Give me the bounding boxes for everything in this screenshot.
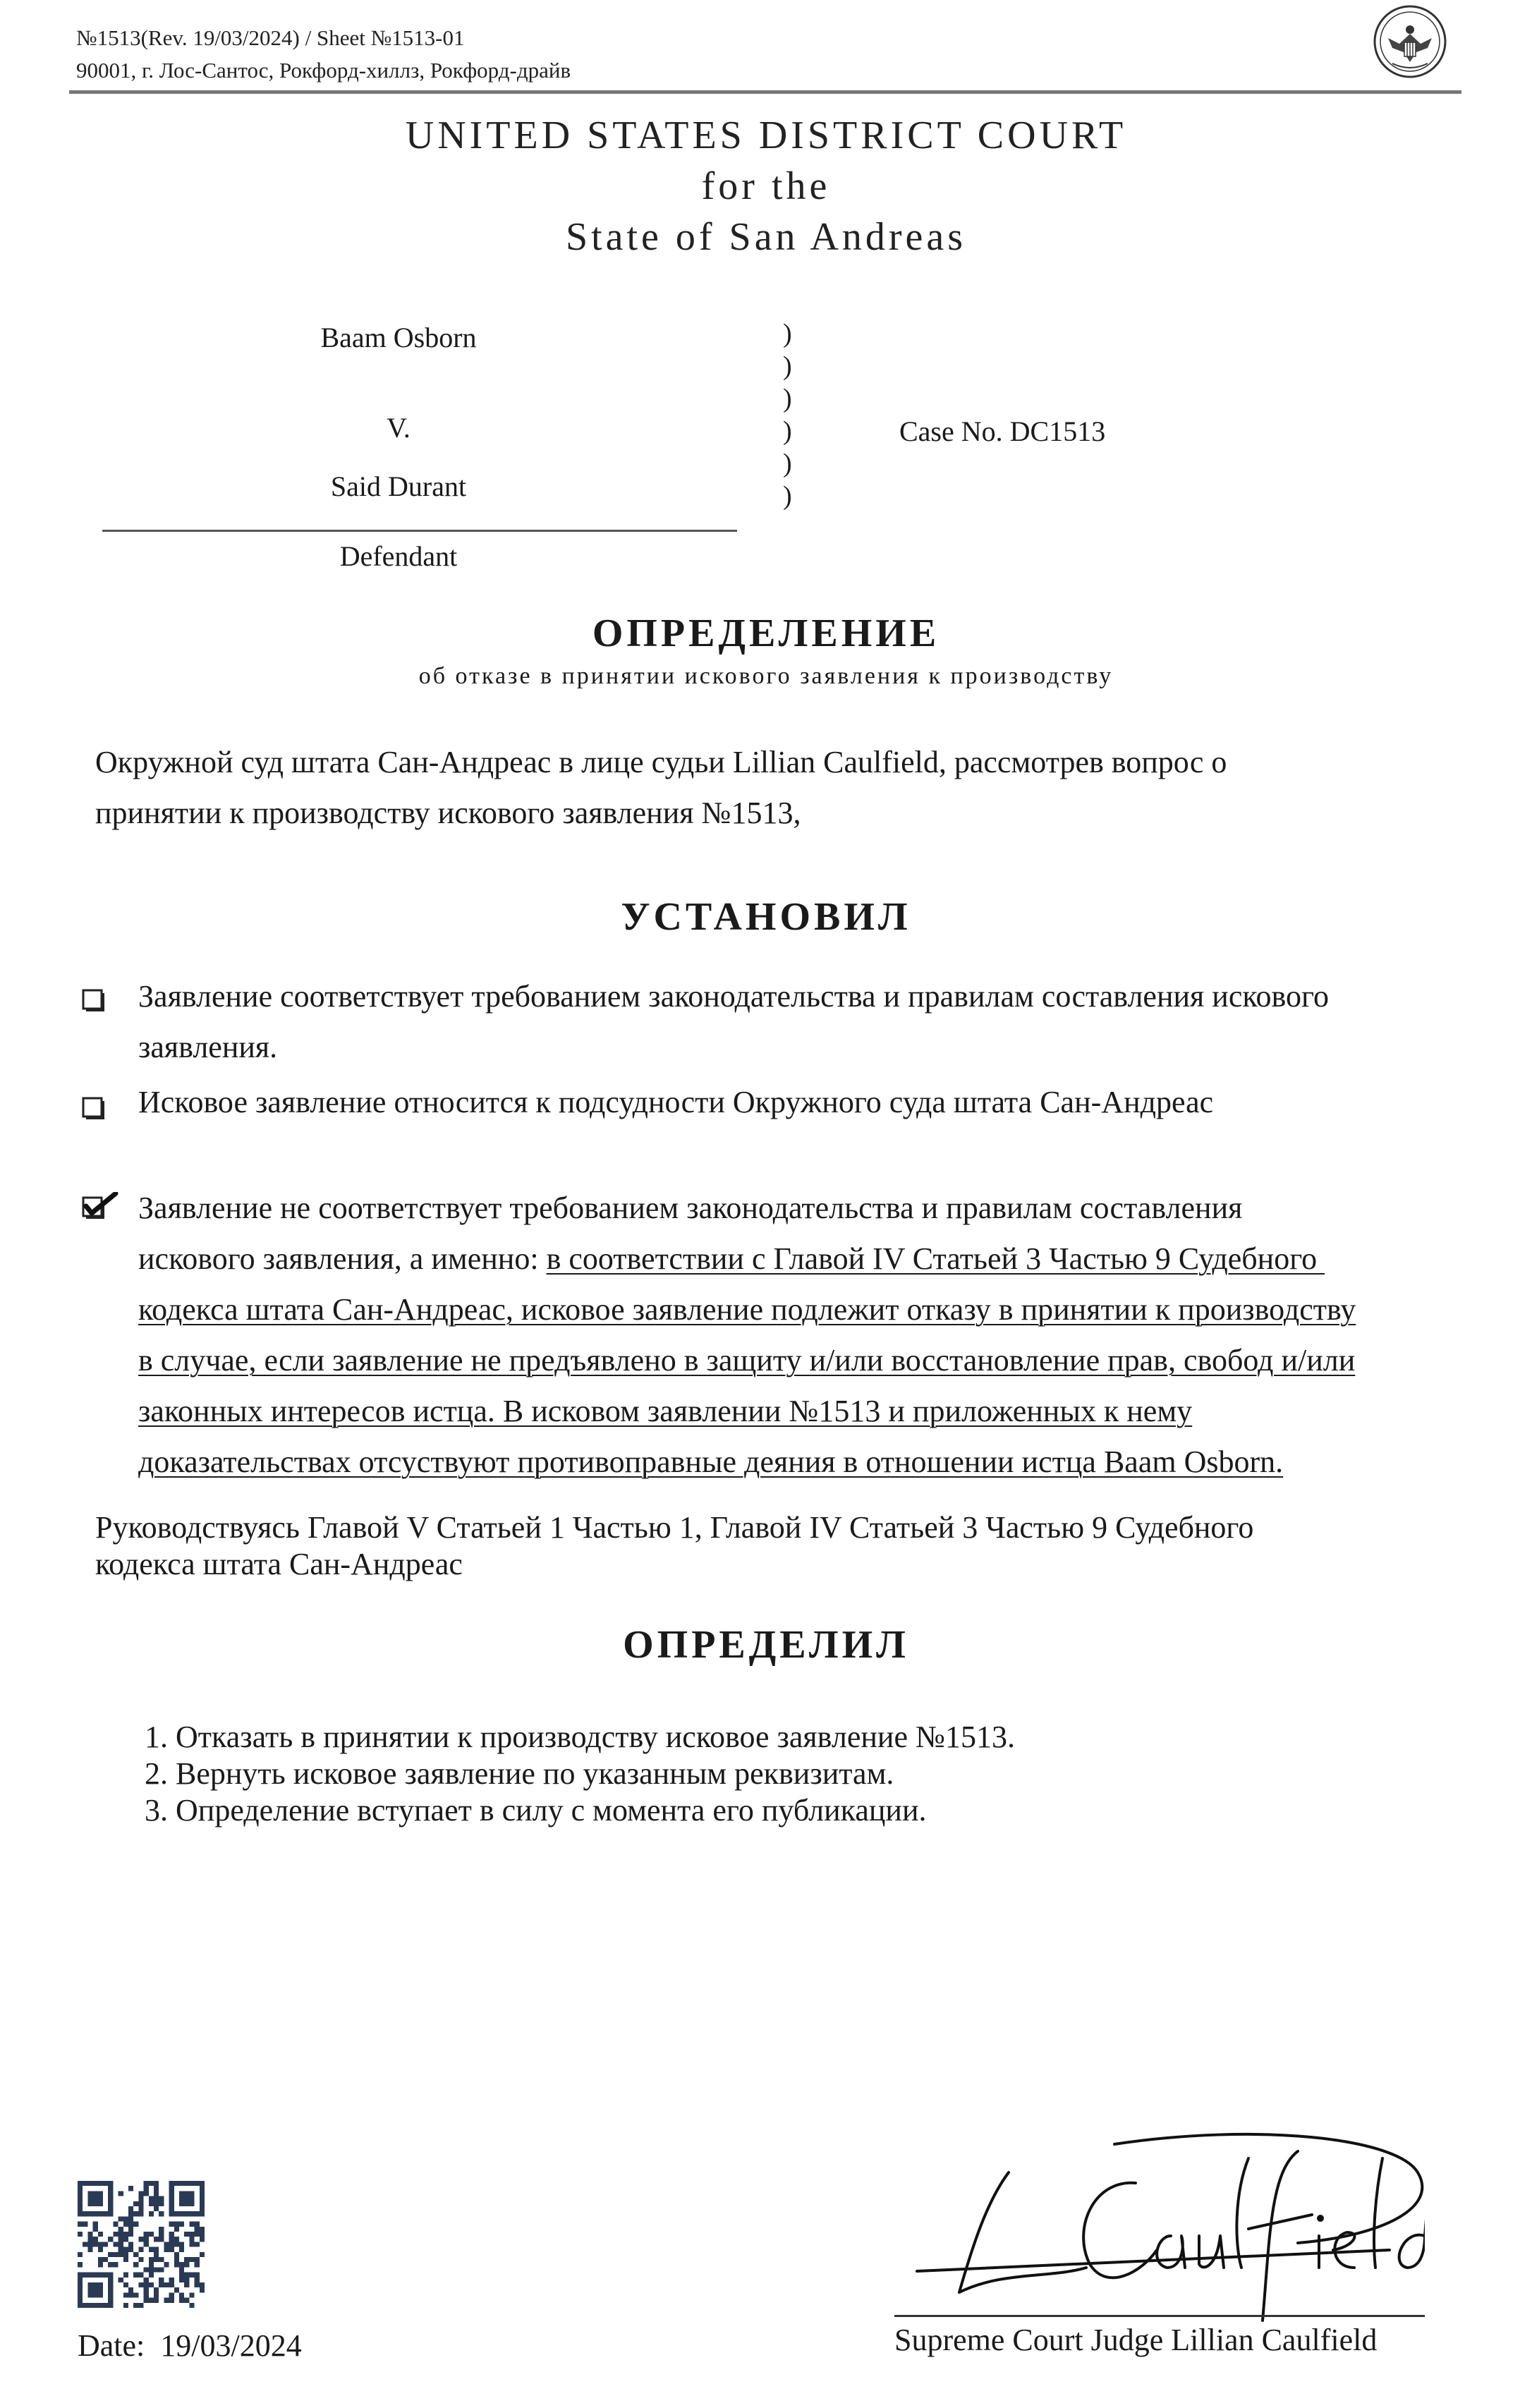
court-address: 90001, г. Лос-Сантос, Рокфорд-хиллз, Рокфорд-драйв (76, 58, 571, 83)
date-value: 19/03/2024 (160, 2328, 302, 2363)
judge-signature (903, 2130, 1425, 2335)
decision-item: 3. Определение вступает в силу с момента его публикации. (145, 1793, 927, 1828)
caption-paren: ) (783, 481, 792, 511)
guided-line-1: Руководствуясь Главой V Статьей 1 Частью 1, Главой IV Статьей 3 Частью 9 Судебного (95, 1510, 1254, 1545)
document-subtitle: об отказе в принятии искового заявления к производству (418, 663, 1114, 689)
header-rule (69, 90, 1461, 94)
signature-line (894, 2315, 1425, 2317)
date-label: Date: (78, 2328, 145, 2363)
decision-item: 1. Отказать в принятии к производству исковое заявление №1513. (145, 1720, 1015, 1754)
eagle-seal-icon (1371, 3, 1449, 80)
caption-paren: ) (783, 384, 792, 413)
reason-line-6: доказательствах отсуствуют противоправные деяния в отношении истца Baam Osborn. (138, 1445, 1284, 1479)
case-number: Case No. DC1513 (899, 415, 1106, 447)
defendant-label: Defendant (339, 540, 458, 572)
decision-list (145, 1719, 1015, 1829)
unchecked-checkbox-icon (82, 1097, 106, 1121)
unchecked-checkbox-icon (82, 989, 106, 1013)
intro-line-2: принятии к производству искового заявления №1513, (95, 796, 801, 830)
reason-text: в соответствии с Главой IV Статьей 3 Частью 9 Судебного (546, 1241, 1325, 1276)
reason-line-5: законных интересов истца. В исковом заявлении №1513 и приложенных к нему (138, 1394, 1193, 1428)
guided-line-2: кодекса штата Сан-Андреас (95, 1547, 463, 1581)
intro-line-1: Окружной суд штата Сан-Андреас в лице судьи Lillian Caulfield, рассмотрев вопрос о (95, 745, 1227, 779)
judge-title: Supreme Court Judge Lillian Caulfield (894, 2323, 1378, 2357)
caption-paren: ) (783, 319, 792, 348)
caption-paren: ) (783, 416, 792, 446)
established-heading: УСТАНОВИЛ (621, 895, 911, 939)
established-item-3-line-1: Заявление не соответствует требованием законодательства и правилам составления (138, 1191, 1243, 1225)
doc-reference: №1513(Rev. 19/03/2024) / Sheet №1513-01 (76, 25, 465, 50)
established-item-1-line-1: Заявление соответствует требованием законодательства и правилам составления искового (138, 979, 1329, 1014)
caption-rule (102, 530, 737, 532)
reason-line-4: в случае, если заявление не предъявлено в защиту и/или восстановление прав, свобод и/или (138, 1343, 1356, 1378)
reason-line-3: кодекса штата Сан-Андреас, исковое заявление подлежит отказу в принятии к производству (138, 1292, 1356, 1327)
reason-prefix: искового заявления, а именно: (138, 1241, 547, 1276)
caption-paren: ) (783, 449, 792, 478)
established-item-3-line-2 (138, 1234, 1325, 1284)
plaintiff-name: Baam Osborn (320, 322, 477, 353)
document-title: ОПРЕДЕЛЕНИЕ (592, 612, 940, 655)
established-item-2-line-1: Исковое заявление относится к подсудности Окружного суда штата Сан-Андреас (138, 1085, 1214, 1119)
court-for-the: for the (701, 164, 831, 208)
checked-checkbox-icon (82, 1192, 121, 1224)
caption-paren: ) (783, 351, 792, 381)
court-name: UNITED STATES DISTRICT COURT (405, 114, 1127, 157)
decided-heading: ОПРЕДЕЛИЛ (623, 1623, 909, 1667)
court-state: State of San Andreas (565, 215, 967, 259)
decision-item: 2. Вернуть исковое заявление по указанным реквизитам. (145, 1756, 894, 1791)
established-item-1-line-2: заявления. (138, 1030, 278, 1064)
versus: V. (387, 412, 411, 444)
qr-code-icon (78, 2181, 205, 2308)
defendant-name: Said Durant (330, 470, 467, 502)
date-line (78, 2328, 302, 2364)
